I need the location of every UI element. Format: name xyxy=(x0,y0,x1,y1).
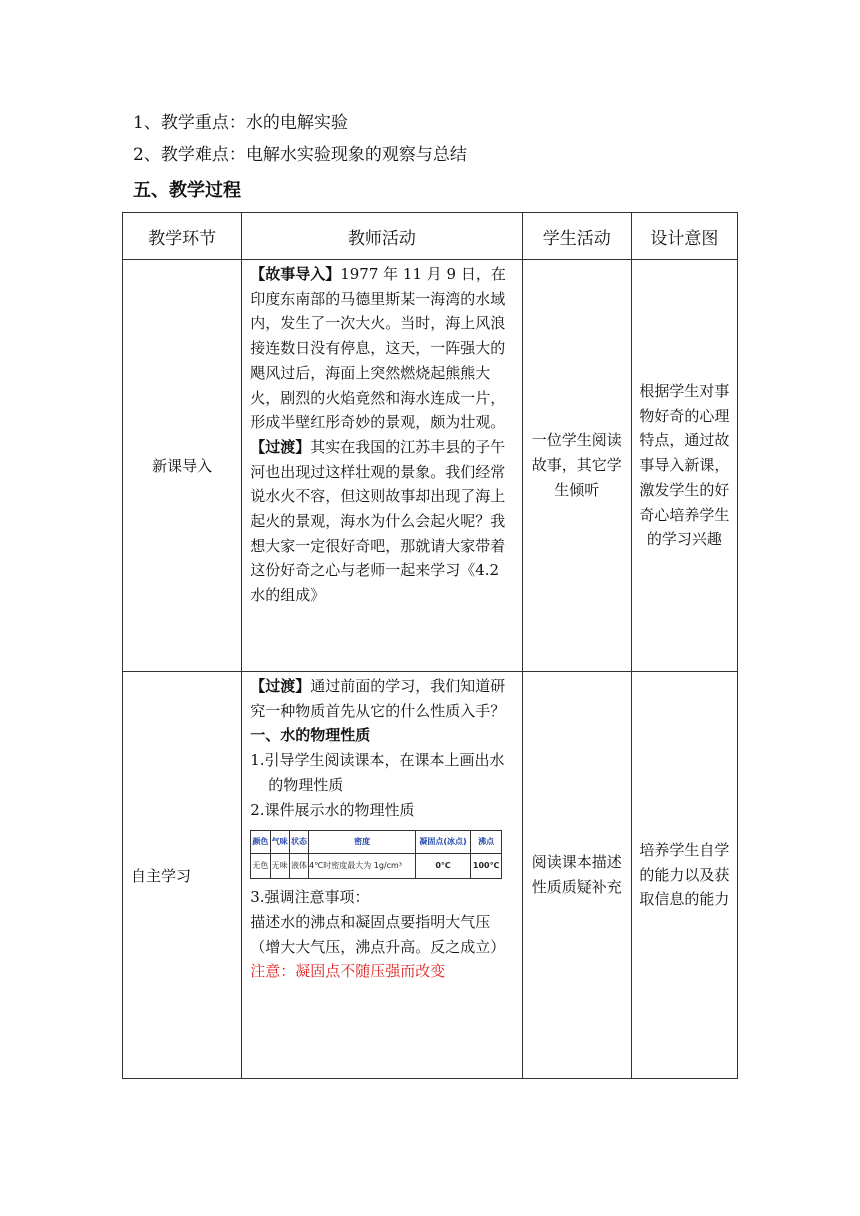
physical-properties-heading: 一、水的物理性质 xyxy=(250,726,371,745)
header-student: 学生活动 xyxy=(522,213,631,260)
freezing-point-note: 注意：凝固点不随压强而改变 xyxy=(250,962,446,981)
water-properties-table xyxy=(250,830,502,879)
props-header-row xyxy=(251,831,502,854)
transition-text: 通过前面的学习，我们知道研究一种物质首先从它的什么性质入手？ xyxy=(250,677,506,720)
difficulty-line: 2、教学难点：电解水实验现象的观察与总结 xyxy=(133,145,467,165)
header-teacher: 教师活动 xyxy=(242,213,522,260)
props-value-density: 4℃时密度最大为 1g/cm³ xyxy=(309,854,416,879)
list-item: 3.强调注意事项： xyxy=(250,888,370,907)
transition-lead: 【过渡】 xyxy=(250,437,311,456)
props-header-odor: 气味 xyxy=(270,831,289,854)
student-activity-cell: 一位学生阅读故事，其它学生倾听 xyxy=(522,260,631,672)
story-lead: 【故事导入】 xyxy=(250,265,341,283)
story-text: 1977 年 11 月 9 日，在印度东南部的马德里斯某一海湾的水域内，发生了一次大火。当时，海上风浪接连数日没有停息，这天，一阵强大的飓风过后，海面上突然燃烧起熊熊大火，剧烈的火焰竟然和海水连成一片，形成半壁红彤奇妙的景观，颇为壮观。 xyxy=(250,265,506,432)
props-header-color: 颜色 xyxy=(251,831,270,854)
header-intent: 设计意图 xyxy=(631,213,737,260)
table-row xyxy=(123,260,738,672)
props-value-row xyxy=(251,854,502,879)
list-item: 2.课件展示水的物理性质 xyxy=(250,800,415,819)
teacher-activity-cell xyxy=(242,672,522,1079)
props-value-boiling: 100℃ xyxy=(470,854,501,879)
props-value-odor: 无味 xyxy=(270,854,289,879)
props-header-state: 状态 xyxy=(289,831,308,854)
props-header-density: 密度 xyxy=(309,831,416,854)
stage-cell: 自主学习 xyxy=(123,672,242,1079)
table-header-row xyxy=(123,213,738,260)
design-intent-cell: 根据学生对事物好奇的心理特点，通过故事导入新课，激发学生的好奇心培养学生的学习兴趣 xyxy=(631,260,737,672)
transition-lead: 【过渡】 xyxy=(250,677,311,695)
teaching-process-table xyxy=(122,212,738,1079)
props-header-freezing: 凝固点(冰点) xyxy=(416,831,471,854)
section-title: 五、教学过程 xyxy=(133,180,241,201)
list-item: 1.引导学生阅读课本，在课本上画出水的物理性质 xyxy=(250,751,505,794)
key-point-line: 1、教学重点：水的电解实验 xyxy=(133,113,348,133)
note-text: 描述水的沸点和凝固点要指明大气压（增大大气压，沸点升高。反之成立） xyxy=(250,912,506,956)
teacher-activity-cell xyxy=(242,260,522,672)
student-activity-cell: 阅读课本描述性质质疑补充 xyxy=(522,672,631,1079)
props-value-state: 液体 xyxy=(289,854,308,879)
stage-cell: 新课导入 xyxy=(123,260,242,672)
transition-text: 其实在我国的江苏丰县的子午河也出现过这样壮观的景象。我们经常说水火不容，但这则故事却出现了海上起火的景观，海水为什么会起火呢？我想大家一定很好奇吧，那就请大家带着这份好奇之心与老师一起来学习《4.2 水的组成》 xyxy=(250,437,506,605)
props-value-freezing: 0℃ xyxy=(416,854,471,879)
header-stage: 教学环节 xyxy=(123,213,242,260)
table-row xyxy=(123,672,738,1079)
design-intent-cell: 培养学生自学的能力以及获取信息的能力 xyxy=(631,672,737,1079)
props-value-color: 无色 xyxy=(251,854,270,879)
props-header-boiling: 沸点 xyxy=(470,831,501,854)
